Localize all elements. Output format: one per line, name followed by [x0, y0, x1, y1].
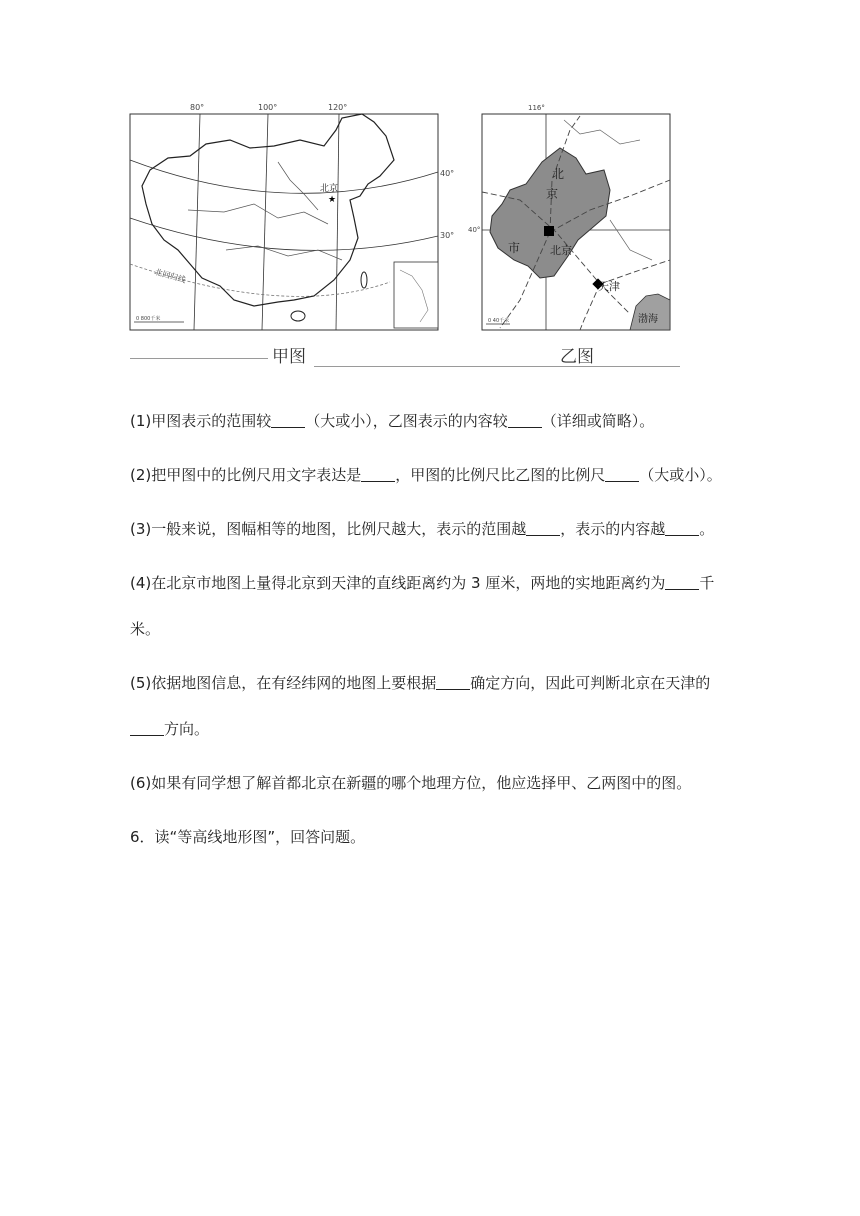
map-yi: [468, 100, 672, 332]
answer-blank[interactable]: [665, 573, 699, 590]
region-char-shi: 市: [508, 241, 521, 255]
lon-label-100: 100°: [258, 103, 278, 112]
answer-blank[interactable]: [271, 411, 305, 428]
map-jia-frame: [130, 114, 438, 330]
caption-line-left: [130, 358, 268, 359]
jia-city-label: 北京: [320, 184, 339, 194]
question-6: (6)如果有同学想了解首都北京在新疆的哪个地理方位，他应选择甲、乙两图中的图。: [130, 774, 692, 792]
next-question-heading: 6．读“等高线地形图”，回答问题。: [130, 828, 366, 846]
region-char-bei: 北: [552, 167, 565, 181]
caption-jia: 甲图: [272, 347, 306, 367]
yi-sea-label: 渤海: [638, 314, 658, 325]
jia-scale-label: 0 800千米: [136, 316, 161, 322]
answer-blank[interactable]: [526, 519, 560, 536]
answer-blank[interactable]: [130, 719, 164, 736]
south-sea-inset: [394, 262, 438, 328]
tropic-label: 北回归线: [153, 267, 187, 285]
yi-tianjin-label: 天津: [598, 280, 620, 293]
question-5: (5)依据地图信息，在有经纬网的地图上要根据 确定方向，因此可判断北京在天津的方向。: [130, 674, 711, 738]
lat-label-30: 30°: [440, 231, 455, 240]
lon-label-80: 80°: [190, 103, 205, 112]
region-char-jing: 京: [546, 187, 559, 201]
yi-beijing-label: 北京: [550, 244, 572, 257]
figure-area: [128, 100, 680, 370]
question-2: (2)把甲图中的比例尺用文字表达是 ，甲图的比例尺比乙图的比例尺 （大或小）。: [130, 466, 722, 484]
answer-blank[interactable]: [361, 465, 395, 482]
lon-label-120: 120°: [328, 103, 348, 112]
caption-yi: 乙图: [560, 347, 594, 367]
question-3: (3)一般来说，图幅相等的地图，比例尺越大，表示的范围越 ，表示的内容越 。: [130, 520, 715, 538]
questions-list: [130, 398, 740, 875]
yi-scale-label: 0 40千米: [488, 318, 510, 324]
yi-lon-label: 116°: [528, 104, 545, 112]
answer-blank[interactable]: [508, 411, 542, 428]
beijing-city-marker: [544, 226, 554, 236]
yi-lat-label: 40°: [468, 226, 481, 234]
map-jia: [128, 100, 455, 332]
question-4: (4)在北京市地图上量得北京到天津的直线距离约为 3 厘米，两地的实地距离约为 千米。: [130, 574, 715, 638]
answer-blank[interactable]: [605, 465, 639, 482]
caption-line-right: [314, 366, 680, 367]
answer-blank[interactable]: [665, 519, 699, 536]
answer-blank[interactable]: [436, 673, 470, 690]
beijing-star-icon: ★: [328, 195, 337, 205]
question-1: (1)甲图表示的范围较 （大或小），乙图表示的内容较 （详细或简略）。: [130, 412, 655, 430]
lat-label-40: 40°: [440, 169, 455, 178]
